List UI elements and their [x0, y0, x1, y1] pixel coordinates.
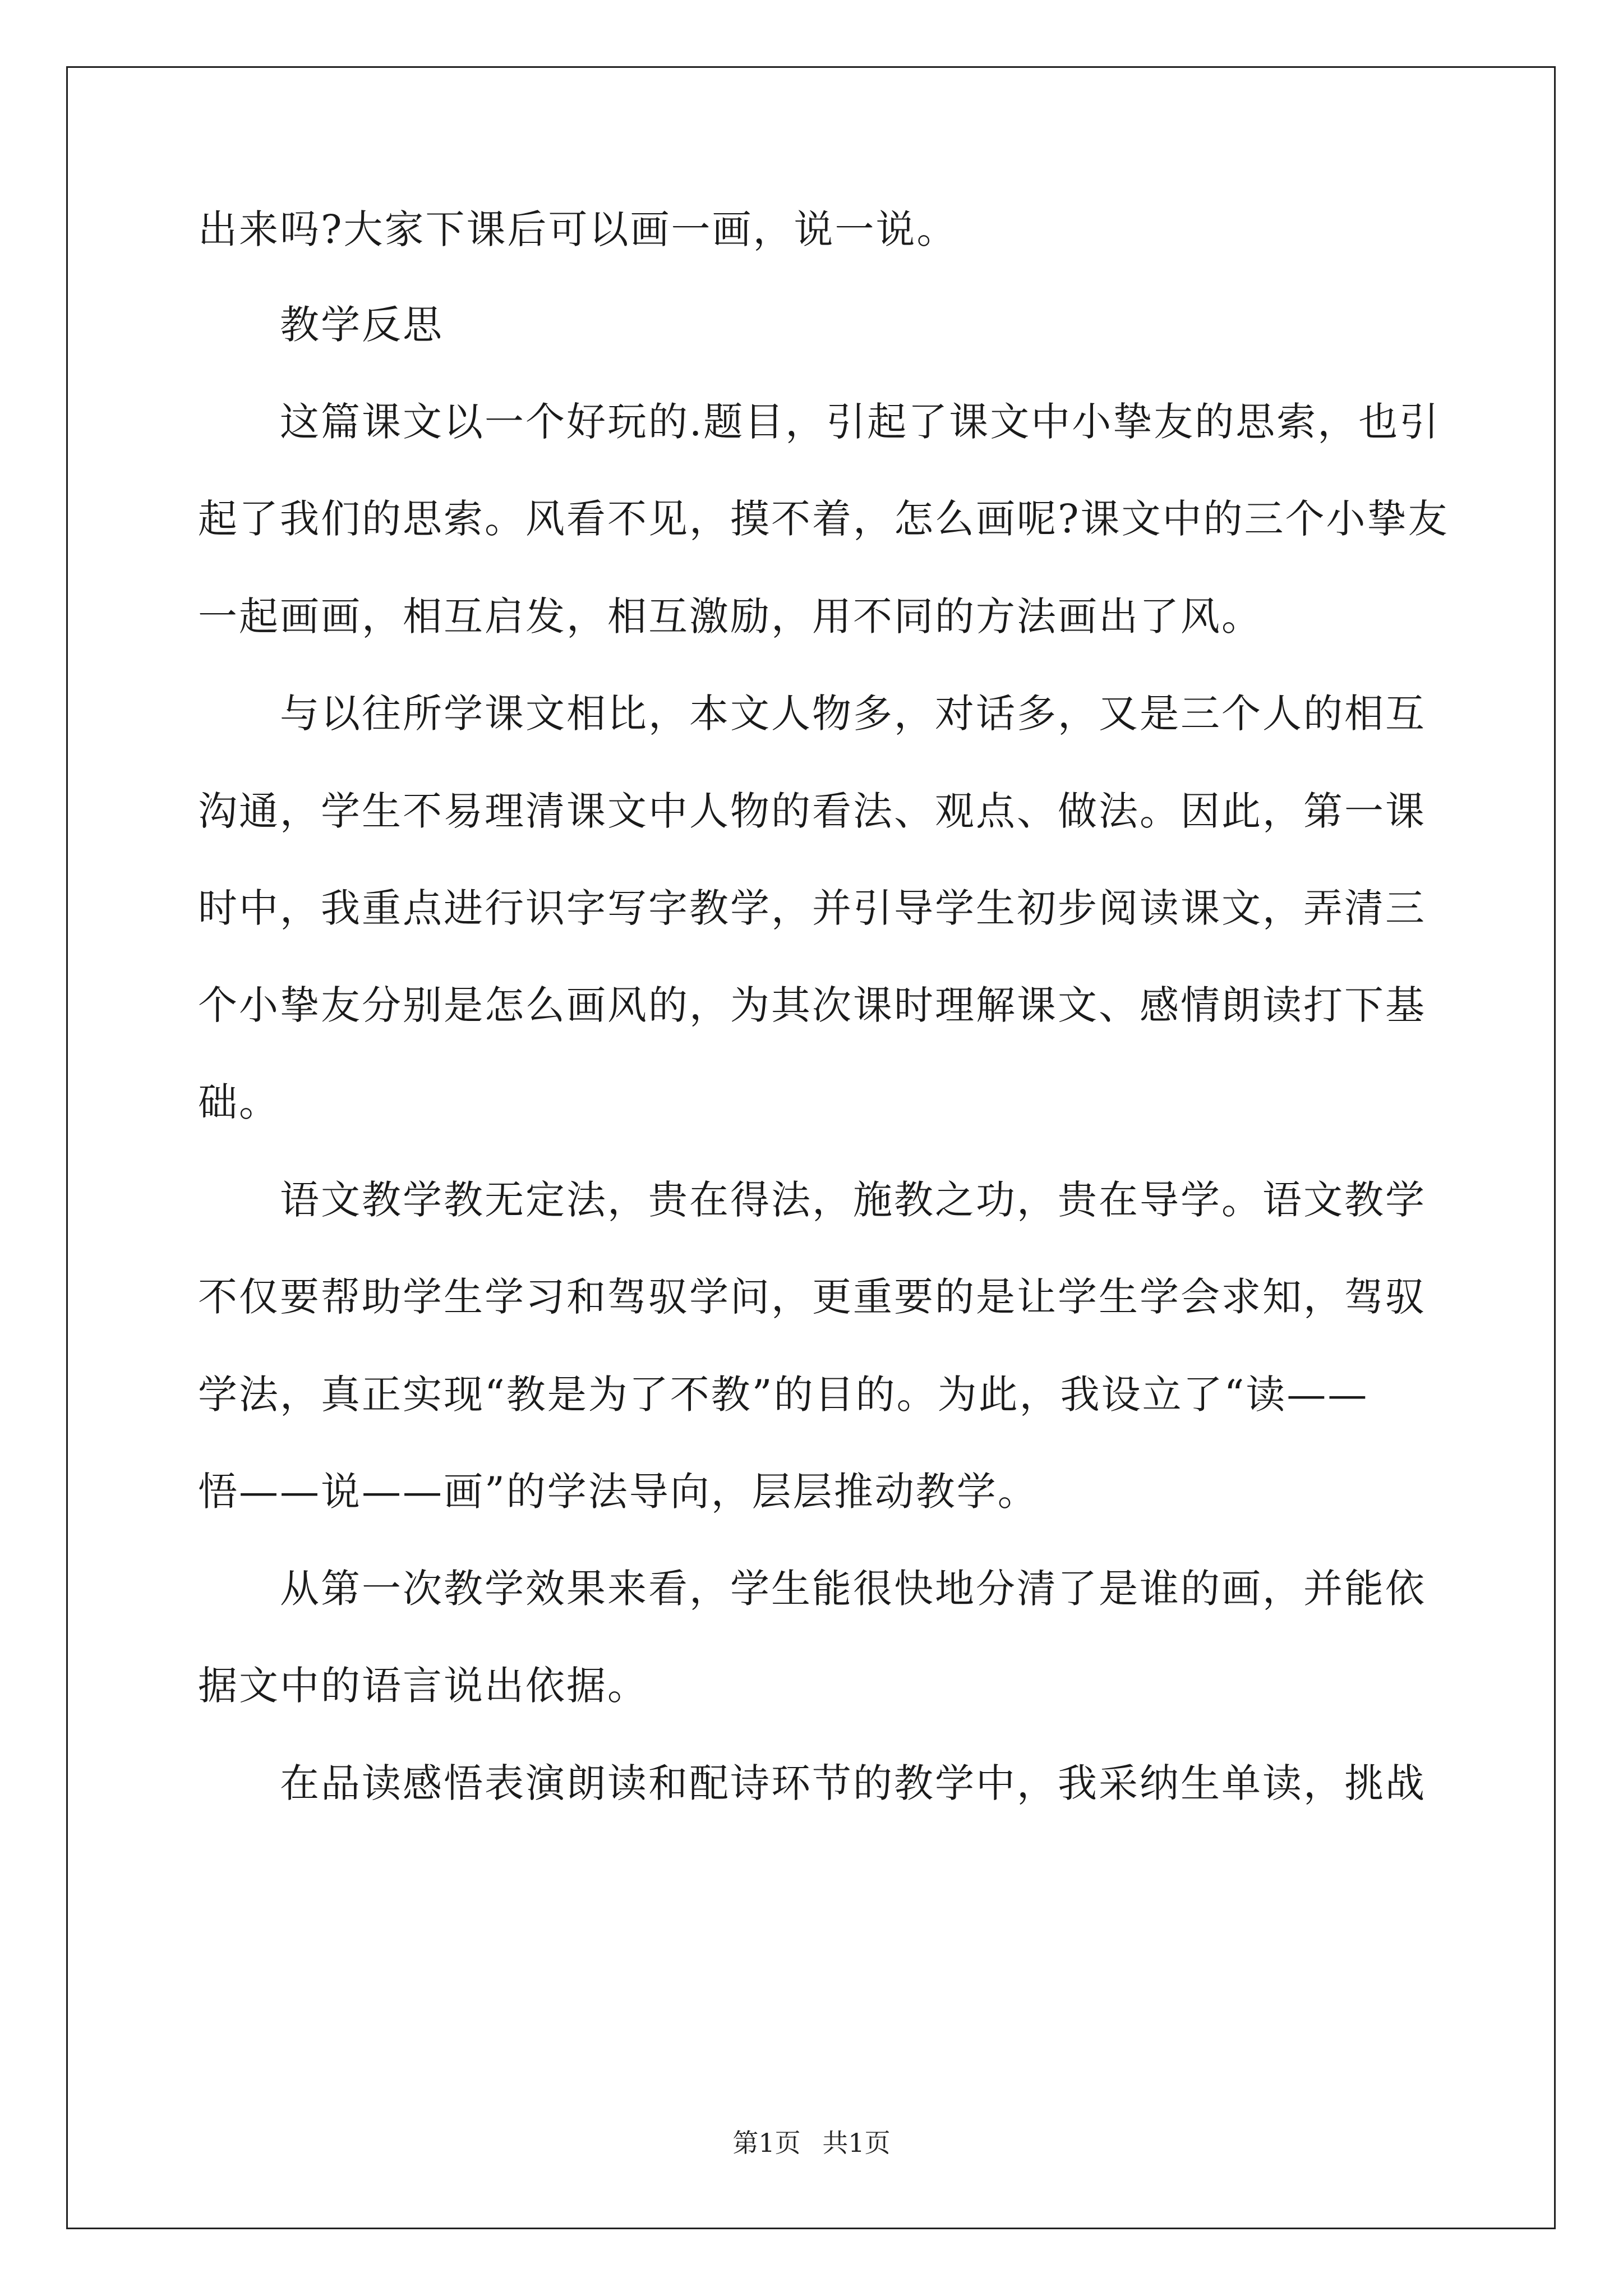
text-line: 与以往所学课文相比，本文人物多，对话多，又是三个人的相互 [280, 691, 1426, 737]
text-line: 起了我们的思索。风看不见，摸不着，怎么画呢?课文中的三个小挚友 [198, 496, 1449, 542]
text-line: 在品读感悟表演朗读和配诗环节的教学中，我采纳生单读，挑战 [280, 1760, 1426, 1806]
text-line: 个小挚友分别是怎么画风的，为其次课时理解课文、感情朗读打下基 [198, 982, 1426, 1028]
page-number: 第1页 [732, 2128, 801, 2158]
text-line: 据文中的语言说出依据。 [198, 1663, 648, 1709]
text-line: 础。 [198, 1079, 280, 1125]
page-border [66, 66, 1556, 2229]
text-line: 不仅要帮助学生学习和驾驭学问，更重要的是让学生学会求知，驾驭 [198, 1274, 1426, 1320]
text-line: 一起画画，相互启发，相互激励，用不同的方法画出了风。 [198, 593, 1262, 639]
text-line: 时中，我重点进行识字写字教学，并引导学生初步阅读课文，弄清三 [198, 885, 1426, 931]
text-line: 悟——说——画”的学法导向，层层推动教学。 [198, 1469, 1039, 1515]
text-line: 语文教学教无定法，贵在得法，施教之功，贵在导学。语文教学 [280, 1177, 1426, 1223]
text-line: 学法，真正实现“教是为了不教”的目的。为此，我设立了“读—— [198, 1372, 1369, 1418]
text-line: 沟通，学生不易理清课文中人物的看法、观点、做法。因此，第一课 [198, 788, 1426, 834]
text-line: 这篇课文以一个好玩的.题目，引起了课文中小挚友的思索，也引 [280, 399, 1441, 445]
text-line: 出来吗?大家下课后可以画一画，说一说。 [198, 206, 958, 252]
page-total: 共1页 [822, 2128, 891, 2158]
page-footer [0, 2126, 1623, 2160]
text-line: 从第一次教学效果来看，学生能很快地分清了是谁的画，并能依 [280, 1566, 1426, 1612]
section-heading: 教学反思 [280, 302, 444, 348]
